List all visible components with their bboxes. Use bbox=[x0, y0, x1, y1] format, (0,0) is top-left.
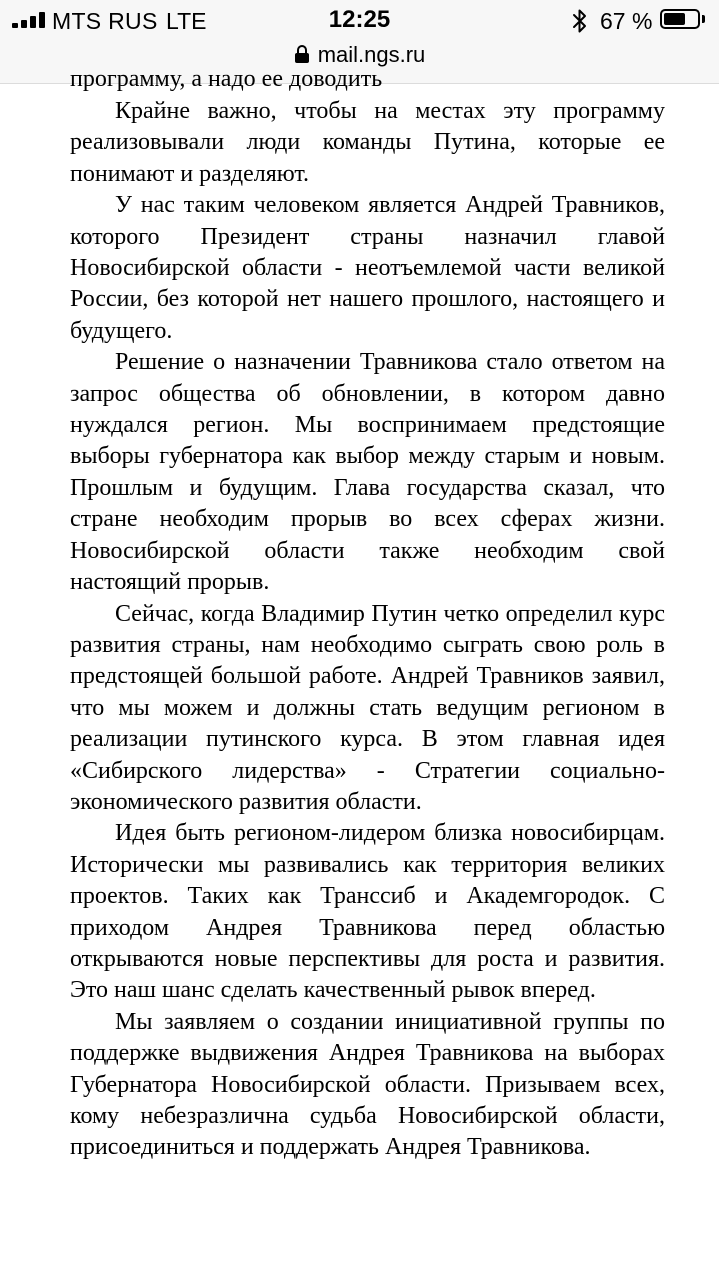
lock-icon bbox=[294, 44, 310, 64]
url-text: mail.ngs.ru bbox=[317, 42, 426, 67]
network-type: LTE bbox=[166, 8, 207, 34]
article-paragraph-3: Решение о назначении Травникова стало ответом на запрос общества об обновлении, в котором давно нуждался регион. Мы воспринимаем предстоящие выборы губернатора как выбор между старым и новым. Прошлым и будущим. Глава государства сказал, что стране необходим прорыв во всех сферах жизни. Новосибирской области также необходим свой настоящий прорыв. bbox=[70, 349, 665, 596]
article-paragraph-2: У нас таким человеком является Андрей Травников, которого Президент страны назначил главой Новосибирской области - неотъемлемой части великой России, без которой нет нашего прошлого, настоящего и будущего. bbox=[70, 192, 665, 344]
battery-icon bbox=[660, 9, 700, 29]
article-paragraph-5: Идея быть регионом-лидером близка новосибирцам. Исторически мы развивались как территория великих проектов. Таких как Транссиб и Академгородок. С приходом Андрея Травникова перед областью открываются новые перспективы для роста и развития. Это наш шанс сделать качественный рывок вперед. bbox=[70, 820, 665, 1004]
article-paragraph-1: Крайне важно, чтобы на местах эту программу реализовывали люди команды Путина, которые ее понимают и разделяют. bbox=[70, 98, 665, 187]
url-display[interactable] bbox=[0, 44, 719, 66]
battery-percent: 67 % bbox=[600, 8, 653, 34]
article-paragraph-4: Сейчас, когда Владимир Путин четко определил курс развития страны, нам необходимо сыграть свою роль в предстоящей большой работе. Андрей Травников заявил, что мы можем и должны стать ведущим регионом в реализации путинского курса. В этом главная идея «Сибирского лидерства» - Стратегии социально-экономического развития области. bbox=[70, 600, 665, 815]
status-bar bbox=[0, 0, 719, 44]
article-cutoff-line bbox=[70, 66, 665, 96]
article-cutoff-text: программу, а надо ее доводить bbox=[70, 66, 383, 92]
article-paragraph-6: Мы заявляем о создании инициативной группы по поддержке выдвижения Андрея Травникова на выборах Губернатора Новосибирской области. Призываем всех, кому небезразлична судьба Новосибирской области, присоединиться и поддержать Андрея Травникова. bbox=[70, 1008, 665, 1161]
clock: 12:25 bbox=[328, 6, 391, 33]
article-body bbox=[70, 66, 665, 1164]
battery-level-fill bbox=[664, 13, 685, 25]
battery-tip bbox=[702, 15, 705, 23]
bluetooth-icon bbox=[572, 8, 588, 34]
carrier-name: MTS RUS bbox=[52, 8, 158, 34]
